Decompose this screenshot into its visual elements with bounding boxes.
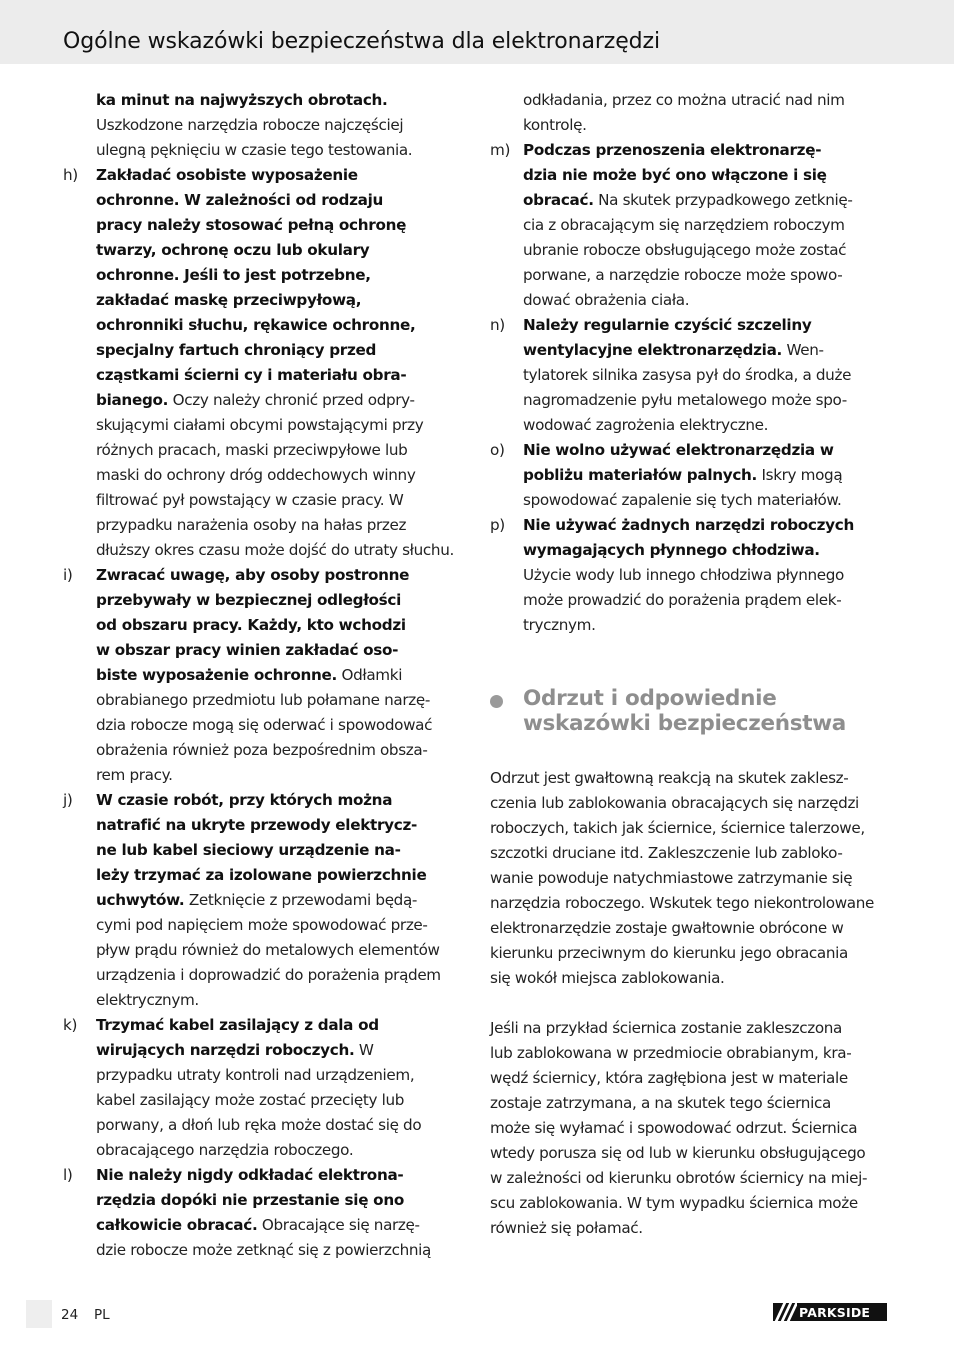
- mixed-line: [63, 888, 465, 913]
- text-line: Uszkodzone narzędzia robocze najczęściej: [96, 116, 404, 134]
- bold-line: Zwracać uwagę, aby osoby postronne: [96, 566, 410, 584]
- text-line: pływ prądu również do metalowych elementów: [96, 941, 440, 959]
- bold-line: ochronne. Jeśli to jest potrzebne,: [96, 266, 371, 284]
- list-item-o: [490, 438, 892, 513]
- text-run: Odłamki: [337, 666, 403, 684]
- list-item-n: [490, 313, 892, 438]
- item-label: i): [63, 566, 73, 584]
- list-item-m: [490, 138, 892, 313]
- list-item-l-continued: [490, 88, 892, 138]
- text-line: Odrzut jest gwałtowną reakcją na skutek zaklesz-: [490, 769, 849, 787]
- text-run: W: [354, 1041, 374, 1059]
- text-line: cia z obracającym się narzędziem roboczym: [523, 216, 845, 234]
- bold-line: dzia nie może być ono włączone i się: [523, 166, 827, 184]
- bold-line: Należy regularnie czyścić szczeliny: [523, 316, 812, 334]
- bold-run: bianego.: [96, 391, 169, 409]
- bold-line: ochronniki słuchu, rękawice ochronne,: [96, 316, 416, 334]
- bold-line: od obszaru pracy. Każdy, kto wchodzi: [96, 616, 406, 634]
- bold-line: wymagających płynnego chłodziwa.: [523, 541, 820, 559]
- item-label: k): [63, 1016, 78, 1034]
- item-label: o): [490, 441, 505, 459]
- bold-line: Podczas przenoszenia elektronarzę-: [523, 141, 822, 159]
- text-line: kierunku przeciwnym do kierunku jego obracania: [490, 944, 848, 962]
- bold-line: ochronne. W zależności od rodzaju: [96, 191, 384, 209]
- text-line: może prowadzić do porażenia prądem elek-: [523, 591, 842, 609]
- text-line: ubranie robocze obsługującego może zostać: [523, 241, 847, 259]
- text-line: w zależności od kierunku obrotów ściernicy na miej-: [490, 1169, 868, 1187]
- text-line: przypadku narażenia osoby na hałas przez: [96, 516, 407, 534]
- text-line: elektrycznym.: [96, 991, 199, 1009]
- list-item-j: [63, 788, 465, 1013]
- section-title: [523, 686, 892, 736]
- item-label: l): [63, 1166, 73, 1184]
- item-label: m): [490, 141, 511, 159]
- left-column: [63, 88, 465, 1263]
- text-line: filtrować pył powstający w czasie pracy. W: [96, 491, 404, 509]
- bold-line: cząstkami ścierni cy i materiału obra-: [96, 366, 407, 384]
- text-line: dować obrażenia ciała.: [523, 291, 690, 309]
- bold-line: W czasie robót, przy których można: [96, 791, 393, 809]
- text-line: porwane, a narzędzie robocze może spowo-: [523, 266, 843, 284]
- text-line: obracającego narzędzia roboczego.: [96, 1141, 354, 1159]
- list-item-i: [63, 563, 465, 788]
- text-run: Wen-: [781, 341, 824, 359]
- text-line: scu zablokowania. W tym wypadku ściernica może: [490, 1194, 858, 1212]
- page-title: Ogólne wskazówki bezpieczeństwa dla elektronarzędzi: [63, 29, 661, 54]
- text-run: Obracające się narzę-: [257, 1216, 420, 1234]
- bold-line: Trzymać kabel zasilający z dala od: [96, 1016, 379, 1034]
- bold-line: w obszar pracy winien zakładać oso-: [96, 641, 399, 659]
- text-line: również się połamać.: [490, 1219, 643, 1237]
- section-title-line: Odrzut i odpowiednie: [523, 686, 777, 711]
- bold-run: obracać.: [523, 191, 594, 209]
- mixed-line: [63, 1213, 465, 1238]
- paragraph-example: [490, 1016, 892, 1241]
- text-line: cymi pod napięciem może spowodować prze-: [96, 916, 428, 934]
- bold-line: ne lub kabel sieciowy urządzenie na-: [96, 841, 401, 859]
- text-line: obrażenia również poza bezpośrednim obsza-: [96, 741, 428, 759]
- text-line: maski do ochrony dróg oddechowych winny: [96, 466, 416, 484]
- text-line: lub zablokowana w przedmiocie obrabianym, kra-: [490, 1044, 852, 1062]
- mixed-line: [63, 663, 465, 688]
- text-line: wędź ściernicy, która zagłębiona jest w materiale: [490, 1069, 848, 1087]
- item-label: h): [63, 166, 78, 184]
- section-title-line: wskazówki bezpieczeństwa: [523, 711, 846, 736]
- item-label: j): [63, 791, 73, 809]
- list-item-l: [63, 1163, 465, 1263]
- text-line: wtedy porusza się od lub w kierunku obsługującego: [490, 1144, 866, 1162]
- bold-line: przebywały w bezpiecznej odległości: [96, 591, 402, 609]
- list-item-g-continued: [63, 88, 465, 163]
- text-line: szczotki druciane itd. Zakleszczenie lub zabloko-: [490, 844, 843, 862]
- mixed-line: [63, 1038, 465, 1063]
- text-line: może się wyłamać i spowodować odrzut. Ściernica: [490, 1119, 858, 1137]
- text-run: Oczy należy chronić przed odpry-: [168, 391, 415, 409]
- text-line: wanie powoduje natychmiastowe zatrzymanie się: [490, 869, 853, 887]
- text-line: spowodować zapalenie się tych materiałów.: [523, 491, 842, 509]
- bold-line: Zakładać osobiste wyposażenie: [96, 166, 358, 184]
- text-line: zostaje zatrzymana, a na skutek tego ściernica: [490, 1094, 831, 1112]
- mixed-line: [63, 388, 465, 413]
- text-line: wodować zagrożenia elektryczne.: [523, 416, 769, 434]
- header-band: [0, 0, 954, 64]
- text-run: Na skutek przypadkowego zetknię-: [593, 191, 853, 209]
- text-line: nagromadzenie pyłu metalowego może spo-: [523, 391, 847, 409]
- text-line: elektronarzędzie zostaje gwałtownie obrócone w: [490, 919, 844, 937]
- text-run: Zetknięcie z przewodami będą-: [184, 891, 418, 909]
- bold-run: pobliżu materiałów palnych.: [523, 466, 758, 484]
- text-run: Iskry mogą: [757, 466, 843, 484]
- text-line: roboczych, takich jak ściernice, ściernice talerzowe,: [490, 819, 865, 837]
- right-column: [490, 88, 892, 1241]
- bold-line: twarzy, ochronę oczu lub okulary: [96, 241, 370, 259]
- section-heading: [490, 686, 892, 736]
- bold-run: wentylacyjne elektronarzędzia.: [523, 341, 782, 359]
- list-item-h: [63, 163, 465, 563]
- brand-name: PARKSIDE: [799, 1304, 871, 1320]
- bold-line: zakładać maskę przeciwpyłową,: [96, 291, 362, 309]
- bold-run: wirujących narzędzi roboczych.: [96, 1041, 355, 1059]
- bold-line: pracy należy stosować pełną ochronę: [96, 216, 407, 234]
- bullet-icon: [490, 695, 503, 708]
- text-line: Jeśli na przykład ściernica zostanie zakleszczona: [490, 1019, 842, 1037]
- page-number: 24: [61, 1307, 79, 1323]
- text-line: skującymi ciałami obcymi powstającymi przy: [96, 416, 424, 434]
- text-line: przypadku utraty kontroli nad urządzeniem,: [96, 1066, 415, 1084]
- paragraph-kickback: [490, 766, 892, 991]
- mixed-line: [490, 188, 892, 213]
- bold-run: całkowicie obracać.: [96, 1216, 258, 1234]
- text-line: urządzenia i doprowadzić do porażenia prądem: [96, 966, 441, 984]
- list-item-p: [490, 513, 892, 638]
- bold-line: Nie należy nigdy odkładać elektrona-: [96, 1166, 404, 1184]
- bold-line: ka minut na najwyższych obrotach.: [96, 91, 388, 109]
- text-line: ulegną pęknięciu w czasie tego testowania.: [96, 141, 413, 159]
- item-label: p): [490, 516, 505, 534]
- text-line: dzia robocze mogą się oderwać i spowodować: [96, 716, 433, 734]
- mixed-line: [490, 338, 892, 363]
- list-item-k: [63, 1013, 465, 1163]
- brand-logo: [773, 1303, 887, 1321]
- text-line: kontrolę.: [523, 116, 587, 134]
- bold-line: Nie używać żadnych narzędzi roboczych: [523, 516, 854, 534]
- text-line: się wokół miejsca zablokowania.: [490, 969, 725, 987]
- text-line: trycznym.: [523, 616, 596, 634]
- bold-line: natrafić na ukryte przewody elektrycz-: [96, 816, 417, 834]
- language-code: PL: [94, 1307, 110, 1323]
- bold-line: rzędzia dopóki nie przestanie się ono: [96, 1191, 404, 1209]
- bold-line: leży trzymać za izolowane powierzchnie: [96, 866, 427, 884]
- text-line: dzie robocze może zetknąć się z powierzchnią: [96, 1241, 432, 1259]
- page-number-box: [26, 1300, 52, 1328]
- mixed-line: [490, 463, 892, 488]
- text-line: tylatorek silnika zasysa pył do środka, a duże: [523, 366, 852, 384]
- bold-run: uchwytów.: [96, 891, 185, 909]
- text-line: dłuższy okres czasu może dojść do utraty słuchu.: [96, 541, 454, 559]
- text-line: Użycie wody lub innego chłodziwa płynnego: [523, 566, 844, 584]
- text-line: czenia lub zablokowania obracających się narzędzi: [490, 794, 859, 812]
- text-line: różnych pracach, maski przeciwpyłowe lub: [96, 441, 408, 459]
- bold-line: specjalny fartuch chroniący przed: [96, 341, 377, 359]
- text-line: odkładania, przez co można utracić nad nim: [523, 91, 845, 109]
- text-line: rem pracy.: [96, 766, 173, 784]
- bold-line: Nie wolno używać elektronarzędzia w: [523, 441, 834, 459]
- item-label: n): [490, 316, 505, 334]
- paragraph-gap: [490, 991, 892, 1016]
- text-line: narzędzia roboczego. Wskutek tego niekontrolowane: [490, 894, 875, 912]
- text-line: porwany, a dłoń lub ręka może dostać się do: [96, 1116, 422, 1134]
- text-line: obrabianego przedmiotu lub połamane narzę-: [96, 691, 430, 709]
- text-line: kabel zasilający może zostać przecięty lub: [96, 1091, 405, 1109]
- brand-stripes-icon: [773, 1303, 797, 1321]
- bold-run: biste wyposażenie ochronne.: [96, 666, 338, 684]
